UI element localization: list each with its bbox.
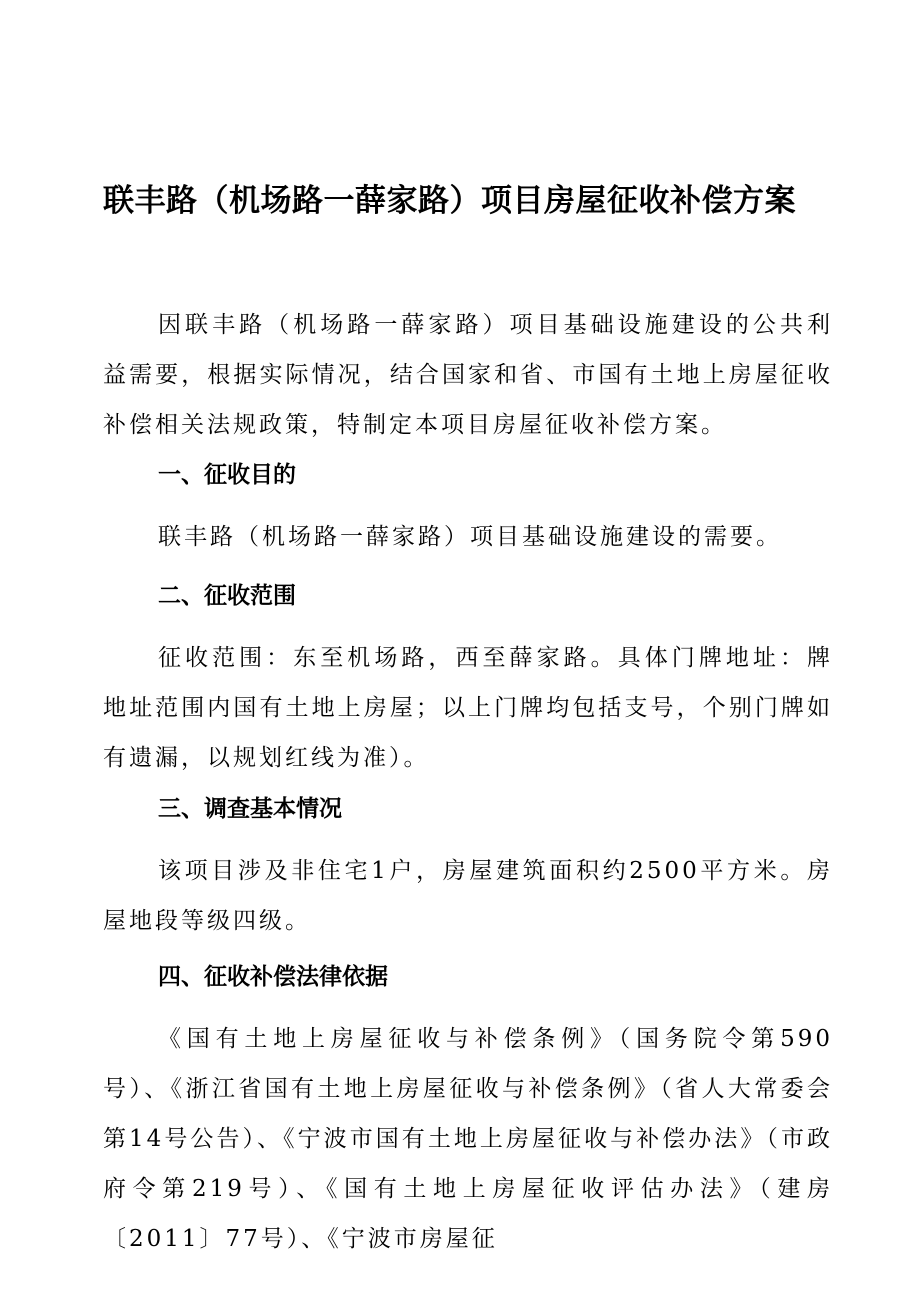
intro-paragraph: 因联丰路（机场路一薛家路）项目基础设施建设的公共利益需要，根据实际情况，结合国家和省、市国有土地上房屋征收补偿相关法规政策，特制定本项目房屋征收补偿方案。	[103, 312, 833, 438]
section-text-legal-basis: 《国有土地上房屋征收与补偿条例》（国务院令第590号）、《浙江省国有土地上房屋征收与补偿条例》（省人大常委会第14号公告）、《宁波市国有土地上房屋征收与补偿办法》（市政府令第219号）、《国有土地上房屋征收评估办法》（建房〔2011〕77号）、《宁波市房屋征	[103, 1026, 833, 1252]
section-text-survey: 该项目涉及非住宅1户，房屋建筑面积约2500平方米。房屋地段等级四级。	[103, 858, 833, 934]
section-heading-scope: 二、征收范围	[158, 583, 296, 609]
document-title: 联丰路（机场路一薛家路）项目房屋征收补偿方案	[103, 183, 796, 219]
section-heading-survey: 三、调查基本情况	[158, 796, 342, 822]
section-heading-purpose: 一、征收目的	[158, 462, 296, 488]
section-text-purpose: 联丰路（机场路一薛家路）项目基础设施建设的需要。	[158, 524, 782, 550]
section-heading-legal-basis: 四、征收补偿法律依据	[158, 964, 388, 990]
section-text-scope: 征收范围：东至机场路，西至薛家路。具体门牌地址：牌地址范围内国有土地上房屋；以上门牌均包括支号，个别门牌如有遗漏，以规划红线为准）。	[103, 645, 833, 771]
